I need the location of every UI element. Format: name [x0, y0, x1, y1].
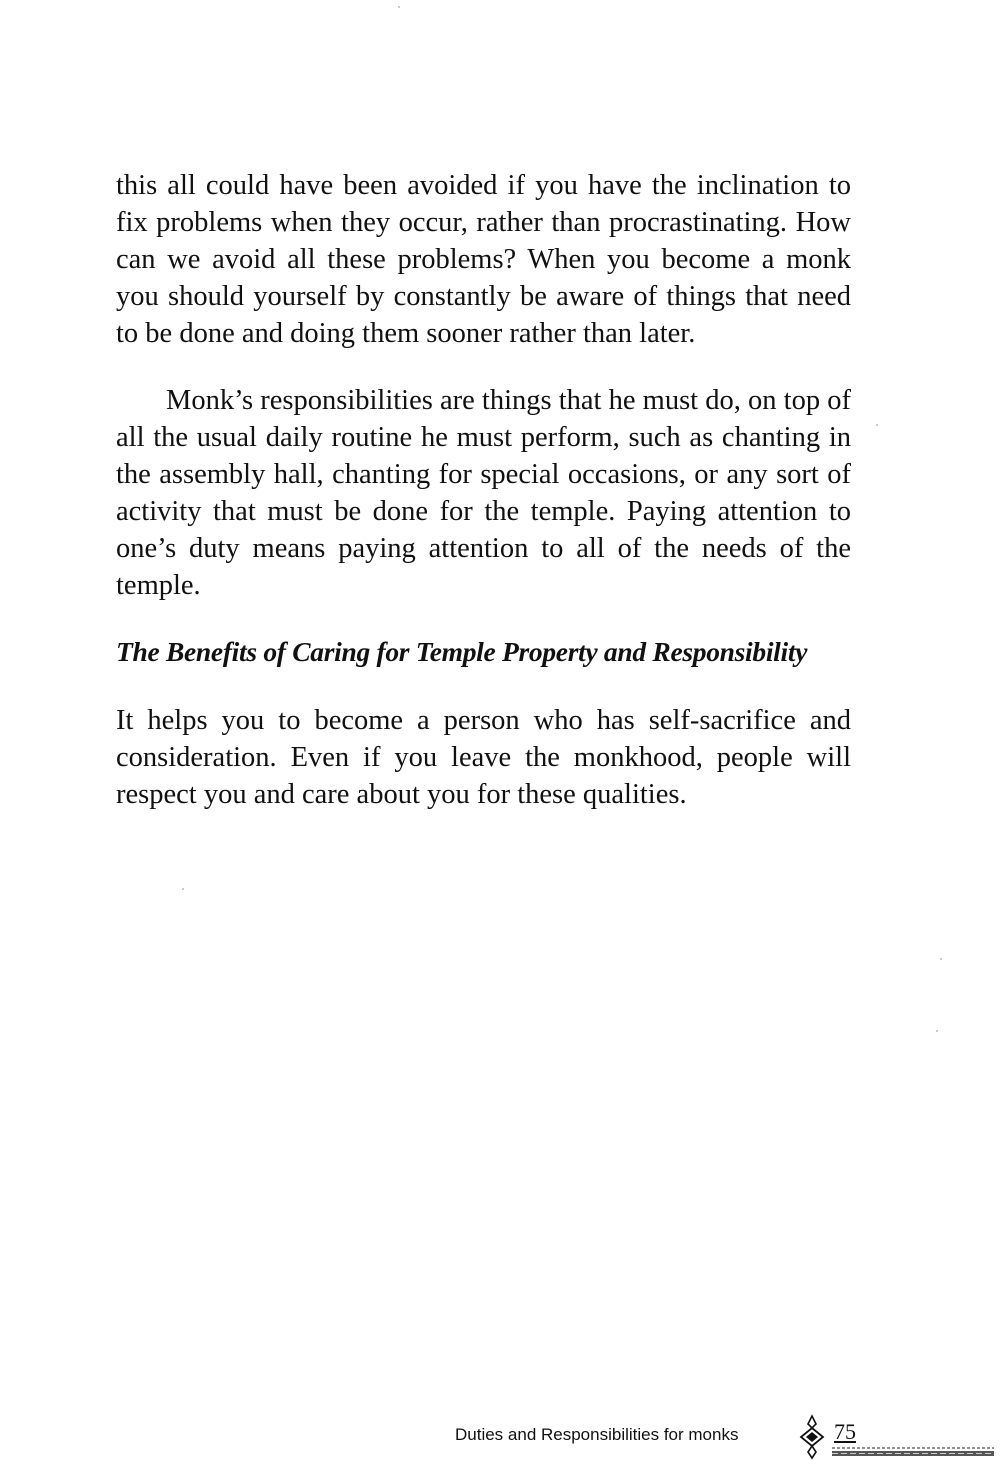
- diamond-ornament-icon: [799, 1414, 825, 1460]
- body-paragraph-2: Monk’s responsibilities are things that he must do, on top of all the usual daily routine he must perform, such as chanting in the assembly hall, chanting for special occasions, or any sort of activity that must be done for the temple. Paying attention to one’s duty means paying attention to all of the needs of the temple.: [116, 385, 851, 601]
- scan-speck: [876, 424, 878, 426]
- scan-speck: [940, 958, 942, 960]
- scan-speck: [182, 888, 184, 890]
- page-number: 75: [834, 1419, 856, 1444]
- scan-speck: [398, 6, 400, 8]
- body-paragraph-1: this all could have been avoided if you have the inclination to fix problems when they occur, rather than procrastinating. How can we avoid all these problems? When you become a monk you should yourself by constantly be aware of things that need to be done and doing them sooner rather than later.: [116, 170, 851, 349]
- section-subheading: The Benefits of Caring for Temple Property and Responsibility: [116, 636, 808, 667]
- running-title: Duties and Responsibilities for monks: [455, 1425, 739, 1444]
- footer-rule: [832, 1446, 994, 1458]
- scan-speck: [936, 1030, 938, 1032]
- body-paragraph-3: It helps you to become a person who has self-sacrifice and consideration. Even if you leave the monkhood, people will respect you and care about you for these qualities.: [116, 705, 851, 810]
